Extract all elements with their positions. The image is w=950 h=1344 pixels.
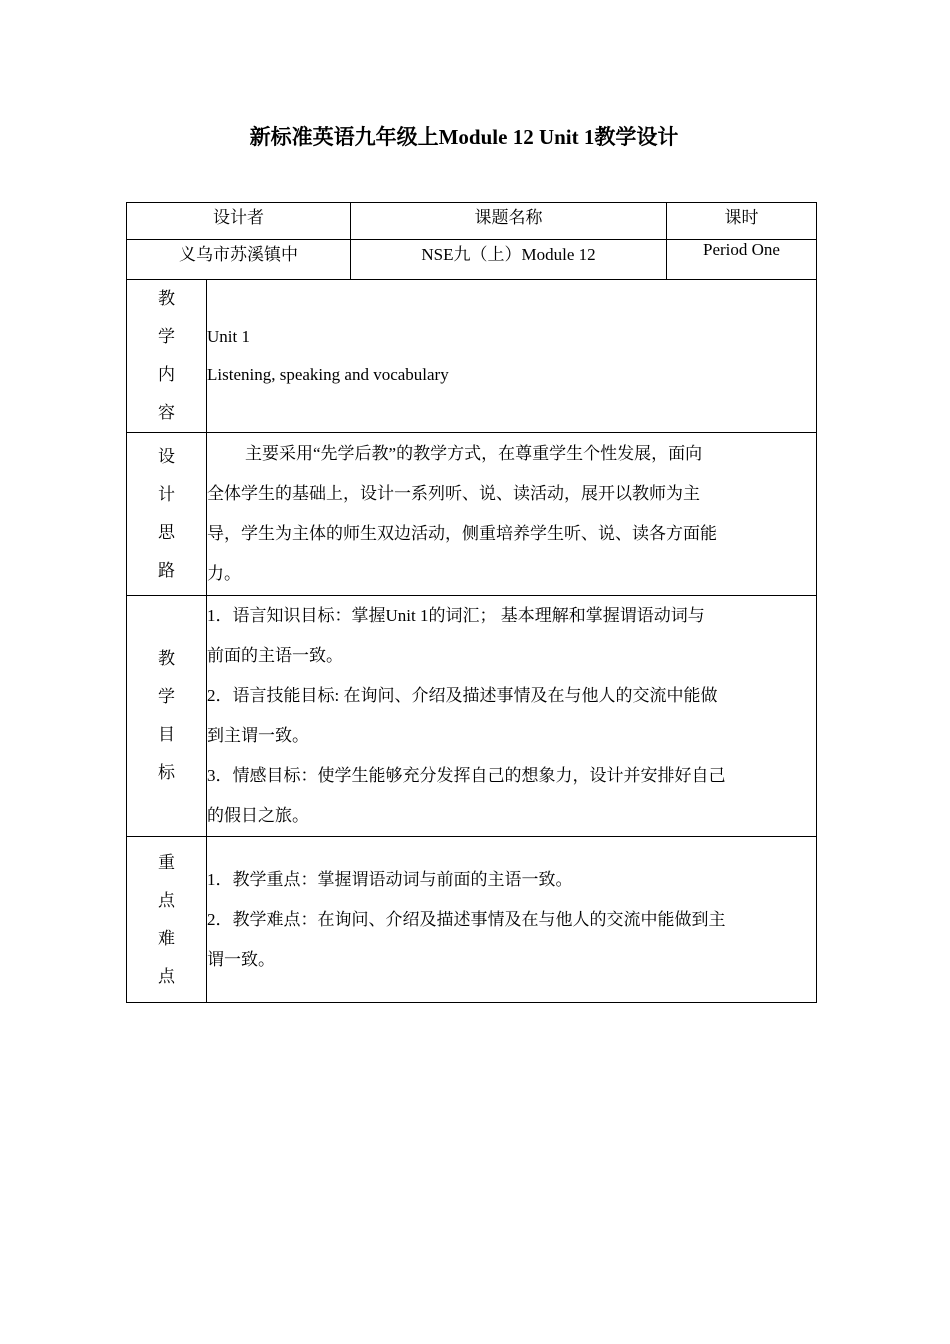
objectives-line: 到主谓一致。	[207, 726, 309, 745]
label-char: 点	[158, 890, 175, 910]
topic-value-cell: NSE九（上）Module 12	[351, 240, 667, 280]
approach-line: 导，学生为主体的师生双边活动，侧重培养学生听、说、读各方面能	[207, 524, 717, 543]
content-label-cell	[127, 280, 207, 433]
approach-row	[127, 433, 817, 596]
approach-label-cell	[127, 433, 207, 596]
approach-line: 主要采用“先学后教”的教学方式，在尊重学生个性发展，面向	[245, 444, 703, 463]
topic-label-cell: 课题名称	[351, 203, 667, 240]
table-info-row	[127, 240, 817, 280]
label-char: 学	[158, 687, 175, 706]
label-char: 学	[158, 327, 175, 346]
content-line: Listening, speaking and vocabulary	[207, 365, 449, 384]
objectives-line: 2．语言技能目标: 在询问、介绍及描述事情及在与他人的交流中能做	[207, 686, 718, 705]
key-points-line: 1．教学重点：掌握谓语动词与前面的主语一致。	[207, 869, 573, 889]
period-value-cell: Period One	[667, 240, 817, 280]
objectives-row	[127, 596, 817, 837]
document-title: 新标准英语九年级上Module 12 Unit 1教学设计	[249, 125, 679, 149]
approach-line: 全体学生的基础上，设计一系列听、说、读活动，展开以教师为主	[207, 484, 700, 503]
objectives-body-cell	[207, 596, 817, 837]
key-points-row	[127, 837, 817, 1003]
objectives-label-cell	[127, 596, 207, 837]
key-points-body-cell	[207, 837, 817, 1003]
designer-value-cell: 义乌市苏溪镇中	[127, 240, 351, 280]
lesson-plan-table	[126, 202, 817, 1003]
label-char: 教	[158, 649, 175, 668]
label-char: 教	[158, 289, 175, 308]
label-char: 目	[158, 725, 175, 744]
key-points-line: 谓一致。	[207, 949, 275, 969]
key-points-line: 2．教学难点：在询问、介绍及描述事情及在与他人的交流中能做到主	[207, 909, 726, 929]
content-row	[127, 280, 817, 433]
label-char: 点	[158, 966, 175, 986]
label-char: 计	[158, 485, 175, 504]
label-char: 内	[158, 365, 175, 384]
label-char: 思	[158, 523, 175, 542]
objectives-line: 前面的主语一致。	[207, 646, 343, 665]
key-points-label-cell	[127, 837, 207, 1003]
objectives-line: 的假日之旅。	[207, 806, 309, 825]
label-char: 容	[158, 403, 175, 422]
content-line: Unit 1	[207, 327, 250, 346]
period-label-cell: 课时	[667, 203, 817, 240]
content-body-cell	[207, 280, 817, 433]
approach-body-cell	[207, 433, 817, 596]
label-char: 路	[158, 561, 175, 580]
objectives-line: 1．语言知识目标：掌握Unit 1的词汇； 基本理解和掌握谓语动词与	[207, 606, 705, 625]
label-char: 重	[158, 852, 175, 872]
approach-line: 力。	[207, 564, 241, 583]
label-char: 标	[158, 763, 175, 782]
objectives-line: 3．情感目标：使学生能够充分发挥自己的想象力，设计并安排好自己	[207, 766, 726, 785]
label-char: 设	[158, 447, 175, 466]
table-header-row	[127, 203, 817, 240]
designer-label-cell: 设计者	[127, 203, 351, 240]
label-char: 难	[158, 928, 175, 948]
